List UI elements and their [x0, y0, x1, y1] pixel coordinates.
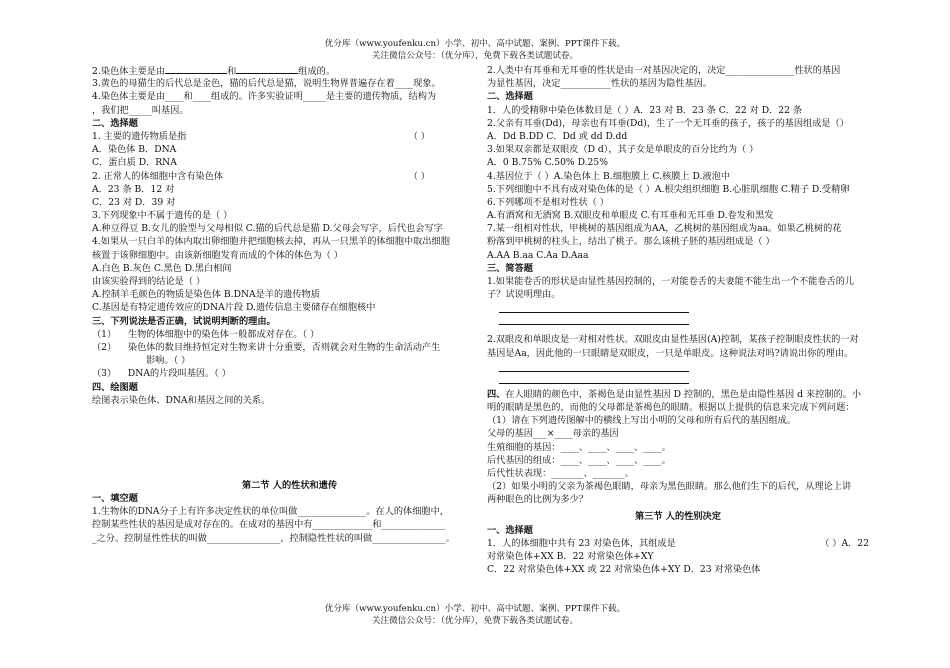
- choice-q4-line-b: 核置于该卵细胞中。由该新细胞发育而成的个体的体色为（ ）: [92, 249, 343, 261]
- fill-q4-line-a: 4.染色体主要是由____和____组成的。许多实验证明_____是主要的遗传物质，结构为: [92, 91, 437, 103]
- sec4-intro-line-b: 明的眼睛是黑色的，而他的父母都是茶褐色的眼睛。根据以上提供的信息来完成下列问题：: [487, 401, 855, 413]
- sec4-traits: 后代性状表现：_______、_______。: [487, 467, 634, 479]
- rchoice-q3: 3.如果双亲都是双眼皮（D d），其子女是单眼皮的百分比约为（ ）: [487, 144, 759, 156]
- rchoice-q2-options: A．Dd B.DD C．Dd 或 dd D.dd: [487, 130, 628, 142]
- short-q2-line-b: 基因是Aa，因此他的一只眼睛是双眼皮，一只是单眼皮。这种说法对吗?请说出你的理由。: [487, 347, 854, 359]
- choice-q1-options-ab: A．染色体 B．DNA: [92, 144, 177, 156]
- header-line-1: 优分库（www.youfenku.cn）小学、初中、高中试题、案例、PPT课件下载。: [324, 39, 626, 49]
- answer-line[interactable]: [499, 301, 689, 313]
- fill2-q1-line-b: 控制某些性状的基因是成对存在的。在成对的基因中有_____________和______________: [92, 519, 446, 531]
- left-column: [92, 64, 466, 545]
- fill2-q1-line-a: 1.生物体的DNA分子上有许多决定性状的单位叫做_______________。在人的体细胞中，: [92, 506, 449, 518]
- choice-q1-options-cd: C．蛋白质 D．RNA: [92, 157, 177, 169]
- c3-q1-line-b: 对常染色体+XX B．22 对常染色体+XY: [487, 551, 654, 562]
- answer-line[interactable]: [499, 372, 689, 384]
- short-q1-line-a: 1.如果能卷舌的形状是由显性基因控制的，一对能卷舌的夫妻能不能生出一个不能卷舌的儿: [487, 276, 855, 287]
- header-line-2: 关注微信公众号：（优分库），免费下载各类试题试卷。: [371, 51, 579, 61]
- section-title-choice-3: 一、选择题: [487, 524, 533, 536]
- rchoice-q7-options: A.AA B.aa C.Aa D.Aaa: [487, 249, 589, 261]
- section-title-choice-right: 二、选择题: [487, 91, 533, 103]
- section-title-judge: 三、下列说法是否正确，试说明判断的理由。: [92, 315, 276, 327]
- sec4-gametes: 生殖细胞的基因：____、____、____、____。: [487, 441, 671, 453]
- judge-item-2: （2） 染色体的数目维持恒定对生物来讲十分重要，否则就会对生物的生命活动产生: [92, 341, 441, 353]
- judge-item-1: （1） 生物的体细胞中的染色体一般都成对存在。（ ）: [92, 328, 320, 340]
- rchoice-q3-options: A．0 B.75% C.50% D.25%: [487, 157, 608, 169]
- sec4-q2-line-a: （2）如果小明的父亲为茶褐色眼睛，母亲为黑色眼睛。那么他们生下的后代，从理论上讲: [487, 481, 852, 493]
- choice-q3: 3.下列现象中不属于遗传的是（ ）: [92, 210, 233, 222]
- sec4-q2-line-b: 两种眼色的比例为多少？: [487, 494, 589, 506]
- choice-q4-line-a: 4.如果从一只白羊的体内取出卵细胞并把细胞核去掉，再从一只黑羊的体细胞中取出细胞: [92, 236, 450, 248]
- right-column: [487, 64, 869, 576]
- choice-q3-options: A.种豆得豆 B.女儿的脸型与父母相似 C.猫的后代总是猫 D.父母会写字，后代也会写字: [92, 223, 443, 235]
- rchoice-q7-line-b: 粉落到甲桃树的柱头上，结出了桃子。那么该桃子胚的基因组成是（ ）: [487, 236, 775, 248]
- short-q2-line-a: 2.双眼皮和单眼皮是一对相对性状。双眼皮由显性基因(A)控制，某孩子控制眼皮性状的一对: [487, 334, 859, 346]
- page-footer: [0, 603, 950, 627]
- section-title-choice: 二、选择题: [92, 117, 138, 129]
- rchoice-q4: 4.基因位于（ ）A.染色体上 B.细胞膜上 C.核膜上 D.液泡中: [487, 170, 731, 182]
- section-title-fill-2: 一、填空题: [92, 493, 138, 505]
- rchoice-q1: 1．人的受精卵中染色体数目是（ ）A．23 对 B．23 条 C．22 对 D．22 条: [487, 104, 803, 116]
- rchoice-q6-options: A.有酒窝和无酒窝 B.双眼皮和单眼皮 C.有耳垂和无耳垂 D.卷发和黑发: [487, 210, 774, 222]
- choice-q2-options-ab: A．23 条 B．12 对: [92, 183, 175, 195]
- c3-q1-line-a: 1．人的体细胞中共有 23 对染色体，其组成是 （ ）A．22: [487, 537, 869, 549]
- answer-line[interactable]: [499, 313, 689, 325]
- fill-right-q2-line-a: 2.人类中有耳垂和无耳垂的性状是由一对基因决定的，决定_______________性状的基因: [487, 65, 841, 76]
- rchoice-q2: 2.父亲有耳垂(Dd)，母亲也有耳垂(Dd)，生了一个无耳垂的孩子，孩子的基因组成是（）: [487, 117, 849, 129]
- sec4-intro-line-a: 四、在人眼睛的颜色中，茶褐色是由显性基因 D 控制的，黑色是由隐性基因 d 来控制的。小: [487, 388, 862, 400]
- section-heading-2: 第二节 人的性状和遗传: [242, 479, 338, 491]
- choice-q2-options-cd: C．23 对 D．39 对: [92, 196, 176, 208]
- short-q1-line-b: 子？试说明理由。: [487, 289, 561, 301]
- fill-right-q2-line-b: 为显性基因，决定___________性状的基因为隐性基因。: [487, 78, 713, 90]
- draw-question: 绘图表示染色体、DNA和基因之间的关系。: [92, 394, 271, 406]
- c3-q1-line-c: C．22 对常染色体+XX 或 22 对常染色体+XY D．23 对常染色体: [487, 564, 761, 576]
- fill-q4-line-b: ，我们把_____叫基因。: [92, 104, 189, 116]
- section-heading-3: 第三节 人的性别决定: [635, 511, 721, 523]
- choice-q2: 2. 正常人的体细胞中含有染色体 （ ）: [92, 170, 430, 182]
- choice-q1: 1. 主要的遗传物质是指 （ ）: [92, 130, 430, 142]
- fill2-q1-line-c: _之分。控制显性性状的叫做________________，控制隐性性状的叫做________________。: [92, 532, 455, 544]
- choice-q4-conclusion: 由该实验得到的结论是（ ）: [92, 276, 206, 287]
- section-title-draw: 四、绘图题: [92, 381, 138, 393]
- footer-line-1: 优分库（www.youfenku.cn）小学、初中、高中试题、案例、PPT课件下载。: [324, 604, 626, 614]
- judge-item-3: （3） DNA的片段叫基因。（ ）: [92, 368, 231, 380]
- sec4-parents: 父母的基因___×____母亲的基因: [487, 428, 619, 440]
- rchoice-q7-line-a: 7.某一组相对性状，甲桃树的基因组成为AA，乙桃树的基因组成为aa。如果乙桃树的花: [487, 223, 842, 235]
- choice-q4-conclusion-ab: A.控制羊毛颜色的物质是染色体 B.DNA是羊的遗传物质: [92, 289, 320, 301]
- fill-q3: 3.黄色的母猫生的后代总是金色，猫的后代总是猫，说明生物界普遍存在着____现象。: [92, 78, 441, 90]
- choice-q4-conclusion-cd: C.基因是有特定遗传效应的DNA片段 D.遗传信息主要储存在细胞核中: [92, 302, 376, 314]
- judge-item-2-cont: 影响。（ ）: [146, 355, 191, 367]
- rchoice-q5: 5.下列细胞中不具有成对染色体的是（ ）A.根尖组织细胞 B.心脏肌细胞 C.精子 D.受精卵: [487, 183, 850, 195]
- fill-q2: 2.染色体主要是由 和 组成的。: [92, 66, 336, 77]
- rchoice-q6: 6.下列哪项不是相对性状（ ）: [487, 196, 609, 208]
- footer-line-2: 关注微信公众号：（优分库），免费下载各类试题试卷。: [371, 616, 579, 626]
- section-title-short: 三、简答题: [487, 262, 533, 274]
- choice-q4-options: A.白色 B.灰色 C.黑色 D.黑白相间: [92, 262, 232, 274]
- sec4-q1: （1）请在下列遗传图解中的横线上写出小明的父母和所有后代的基因组成。: [487, 415, 797, 427]
- page-header: [0, 38, 950, 62]
- sec4-offspring: 后代基因的组成：____、____、____、____。: [487, 454, 671, 466]
- answer-line[interactable]: [499, 360, 689, 372]
